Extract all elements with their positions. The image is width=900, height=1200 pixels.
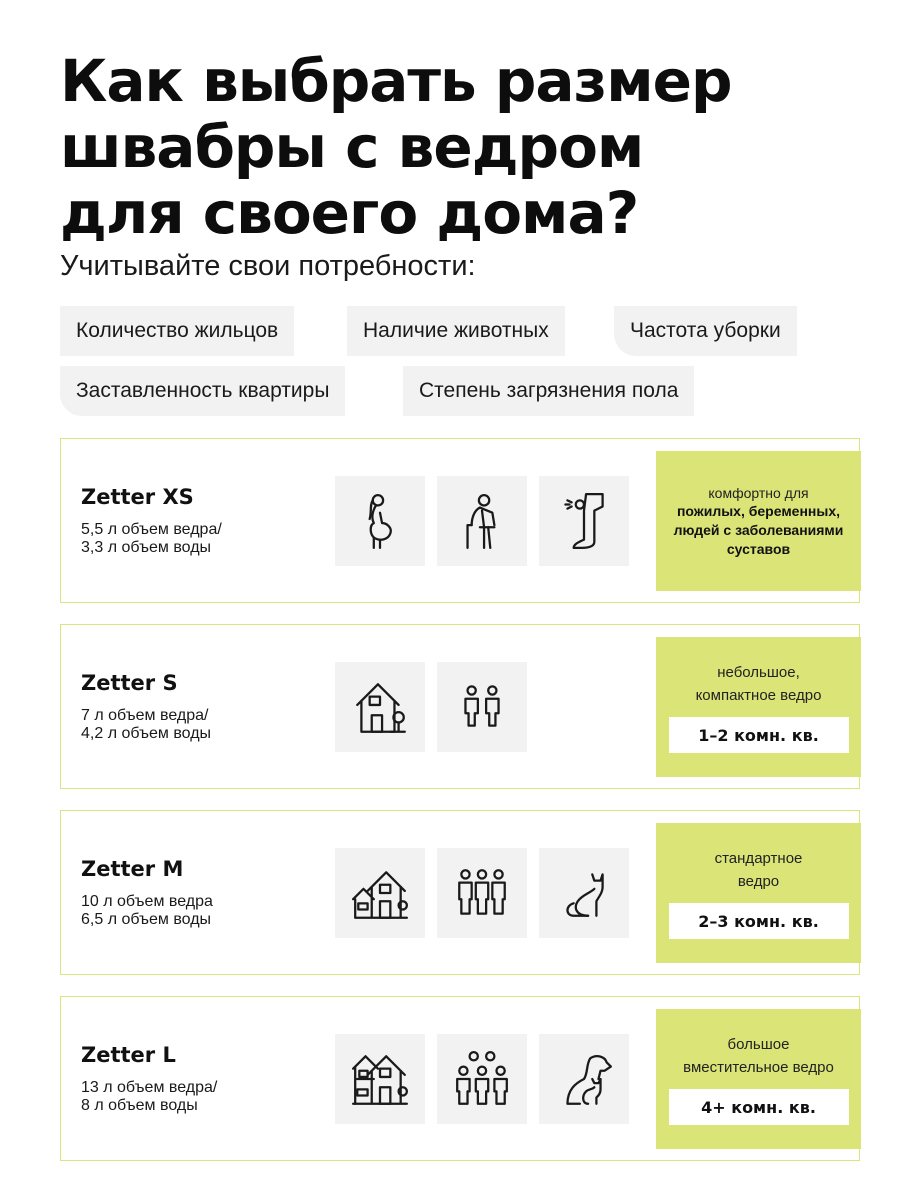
rooms-badge: 1–2 комн. кв. — [669, 717, 849, 753]
card-volume: 10 л объем ведра 6,5 л объем воды — [81, 893, 213, 928]
card-volume: 7 л объем ведра/ 4,2 л объем воды — [81, 707, 212, 742]
small-house-icon — [335, 662, 425, 752]
medium-house-icon — [335, 848, 425, 938]
elderly-person-icon — [437, 476, 527, 566]
card-volume: 13 л объем ведра/ 8 л объем воды — [81, 1079, 218, 1114]
size-recommendation: небольшое, компактное ведро 1–2 комн. кв. — [656, 637, 861, 777]
card-title: Zetter M — [81, 857, 184, 881]
rooms-badge: 2–3 комн. кв. — [669, 903, 849, 939]
rooms-badge: 4+ комн. кв. — [669, 1089, 849, 1125]
tag-floor-dirtiness: Степень загрязнения пола — [403, 366, 694, 416]
page-title: Как выбрать размер швабры с ведром для своего дома? — [60, 47, 732, 247]
subtitle: Учитывайте свои потребности: — [60, 250, 476, 282]
joint-pain-icon — [539, 476, 629, 566]
card-zetter-s — [60, 624, 860, 789]
size-recommendation: большое вместительное ведро 4+ комн. кв. — [656, 1009, 861, 1149]
cat-icon — [539, 848, 629, 938]
tag-cleaning-frequency: Частота уборки — [614, 306, 797, 356]
tag-furniture-density: Заставленность квартиры — [60, 366, 345, 416]
card-zetter-l — [60, 996, 860, 1161]
card-volume: 5,5 л объем ведра/ 3,3 л объем воды — [81, 521, 222, 556]
pregnant-woman-icon — [335, 476, 425, 566]
family-icon — [437, 1034, 527, 1124]
card-zetter-xs — [60, 438, 860, 603]
tag-pets: Наличие животных — [347, 306, 565, 356]
large-house-icon — [335, 1034, 425, 1124]
card-title: Zetter L — [81, 1043, 176, 1067]
card-zetter-m — [60, 810, 860, 975]
two-people-icon — [437, 662, 527, 752]
size-recommendation: стандартное ведро 2–3 комн. кв. — [656, 823, 861, 963]
card-title: Zetter S — [81, 671, 178, 695]
card-title: Zetter XS — [81, 485, 194, 509]
tag-residents: Количество жильцов — [60, 306, 294, 356]
dog-and-cat-icon — [539, 1034, 629, 1124]
size-recommendation: комфортно для пожилых, беременных, людей с заболеваниями суставов — [656, 451, 861, 591]
three-people-icon — [437, 848, 527, 938]
